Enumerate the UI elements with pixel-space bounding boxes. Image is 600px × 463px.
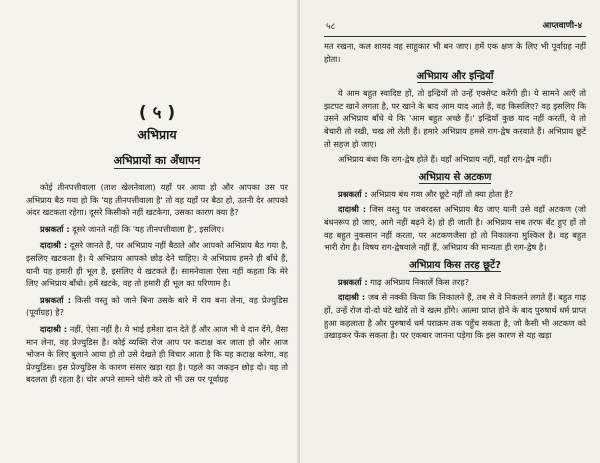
dialogue-text: अभिप्राय बंध गया और छूटे नहीं तो क्या होता है? [370,188,514,199]
section-heading-text: अभिप्राय से अटकण [418,171,492,183]
speaker-label: प्रश्नकर्ता : [40,294,71,305]
dialogue-text: गाढ़ अभिप्राय निकालें किस तरह? [370,276,469,287]
running-head-title: आप्तवाणी-४ [542,20,582,31]
section-heading-3 [324,259,586,272]
right-page [300,0,600,463]
dialogue-question [324,188,586,201]
intro-paragraph: कोई तीनपत्तीवाला (ताश खेलनेवाला) यहाँ पर आया हो और आपका उस पर अभिप्राय बैठ गया हो कि 'यह तीनपत्तीवाला है' तो वह यहाँ पर बैठा हो, उतनी देर आपको अंदर खटकता रहेगा। दूसरे किसीको नहीं खटकेगा, उसका कारण क्या है? [26,182,288,218]
dialogue-text: जब से नक्की किया कि निकालने हैं, तब से वे निकलने लगते हैं। बहुत गाढ़ हों, उन्हें रोज दो-दो घंटे खोदें तो वे खत्म होंगे। आत्मा प्राप्त होने के बाद पुरुषार्थ धर्म प्राप्त हुआ कहलाता है और पुरुषार्थ धर्म पराक्रम तक पहुँच सकता है, जो कैसी भी अटकण को उखाड़कर फेंक सकता है। पर एकबार जानना पड़ेगा कि इस कारण से यह खड़ा [324,292,587,341]
dialogue-answer-1 [26,239,288,289]
paragraph: ये आम बहुत स्वादिष्ट हों, तो इन्द्रियों तो उन्हें एक्सेप्ट करेंगी ही। ये सामने आएँ तो झटपट खाने लगता है, पर खाने के बाद आम याद आते हैं, वह किसलिए? वह इसलिए कि उसने अभिप्राय बाँधे थे कि 'आम बहुत अच्छे हैं।' इन्द्रियाँ कुछ याद नहीं करतीं, वे तो बेचारी तो रखी, चख लो लेती हैं। हमारे अभिप्राय हमसे राग-द्वेष करवाते हैं। अभिप्राय छूटें तो सहज हो जाए। [324,88,586,149]
speaker-label: दादाश्री : [40,240,68,251]
dialogue-text: दूसरे जानते नहीं कि 'यह तीनपत्तीवाला है', इसलिए। [72,223,225,234]
dialogue-answer [324,203,586,253]
page-number: ५८ [326,21,336,32]
section-heading-text: अभिप्राय किस तरह छूटें? [409,259,501,271]
paragraph: अभिप्राय बंधा कि राग-द्वेष होते हैं। वहाँ अभिप्राय नहीं, वहाँ राग-द्वेष नहीं। [338,154,552,165]
dialogue-text: किसी वस्तु को जाने बिना उसके बारे में राय बना लेना, वह प्रेज्युडिस (पूर्वाग्रह) है? [26,294,288,318]
dialogue-question-2 [26,294,288,319]
continuation-paragraph: मत रखना, कल शायद वह साहूकार भी बन जाए। हमें एक क्षण के लिए भी पूर्वाग्रह नहीं होता। [324,41,586,64]
speaker-label: दादाश्री : [40,323,68,334]
speaker-label: दादाश्री : [338,204,366,215]
section-title-text: अभिप्रायों का अँधापन [113,154,201,167]
section-heading-text: अभिप्राय और इन्द्रियाँ [416,71,494,83]
speaker-label: प्रश्नकर्ता : [40,223,70,234]
dialogue-answer [324,291,586,341]
dialogue-answer-2 [26,323,288,386]
dialogue-question [324,276,586,289]
speaker-label: दादाश्री : [338,292,366,303]
dialogue-text: दूसरे जानते हैं, पर अभिप्राय नहीं बैठाते और आपको अभिप्राय बैठ गया है, इसलिए खटकता है। ये अभिप्राय आपको छोड़ देने चाहिए। ये अभिप्राय हमने ही बाँधे हैं, यानी यह हमारी ही भूल है, इसलिए ये खटकते हैं। सामनेवाला ऐसा नहीं कहता कि मेरे लिए अभिप्राय बाँधो। हमें खटके, वह तो हमारी ही भूल का परिणाम है। [26,240,288,289]
chapter-number: ( ५ ) [138,103,176,123]
section-heading-1 [324,70,586,83]
dialogue-question-1 [26,223,288,236]
speaker-label: प्रश्नकर्ता : [338,276,368,287]
speaker-label: प्रश्नकर्ता : [338,188,368,199]
dialogue-text: जिस वस्तु पर जबरदस्त अभिप्राय बैठ जाए यानी उसे वहाँ अटकण (जो बंधनरूप हो जाए, आगे नहीं बढ़ने दे) हो ही जाती है। अभिप्राय सब तरफ बँट हुए हों तो वह बहुत नुकसान नहीं करता, पर अटकणजैसा हो तो निकालना मुश्किल है। वह बहुत भारी रोग है। विषय राग-द्वेषवाले नहीं हैं, अभिप्राय की मान्यता ही राग-द्वेष है। [324,204,586,253]
section-title [26,154,288,168]
dialogue-text: नहीं, ऐसा नहीं है। ये भाई हमेशा दान देते हैं और आज भी वे दान देंगे, वैसा मान लेना, वह प्रेज्युडिस है। कोई व्यक्ति रोज आप पर कटाक्ष कर जाता हो और आज भोजन के लिए बुलाने आया हो तो उसे देखते ही विचार आता है कि यह कटाक्ष करेगा, वह प्रेज्युडिस। इस प्रेज्युडिस के कारण संसार खड़ा रहा है। पहले का जकड़न छोड़ दो। वह तो बदलता ही रहता है। चोर अपने सामने चोरी करे तो भी उस पर पूर्वाग्रह [26,323,288,385]
section-heading-2 [324,171,586,184]
running-header [324,14,586,37]
chapter-title: अभिप्राय [137,127,177,142]
